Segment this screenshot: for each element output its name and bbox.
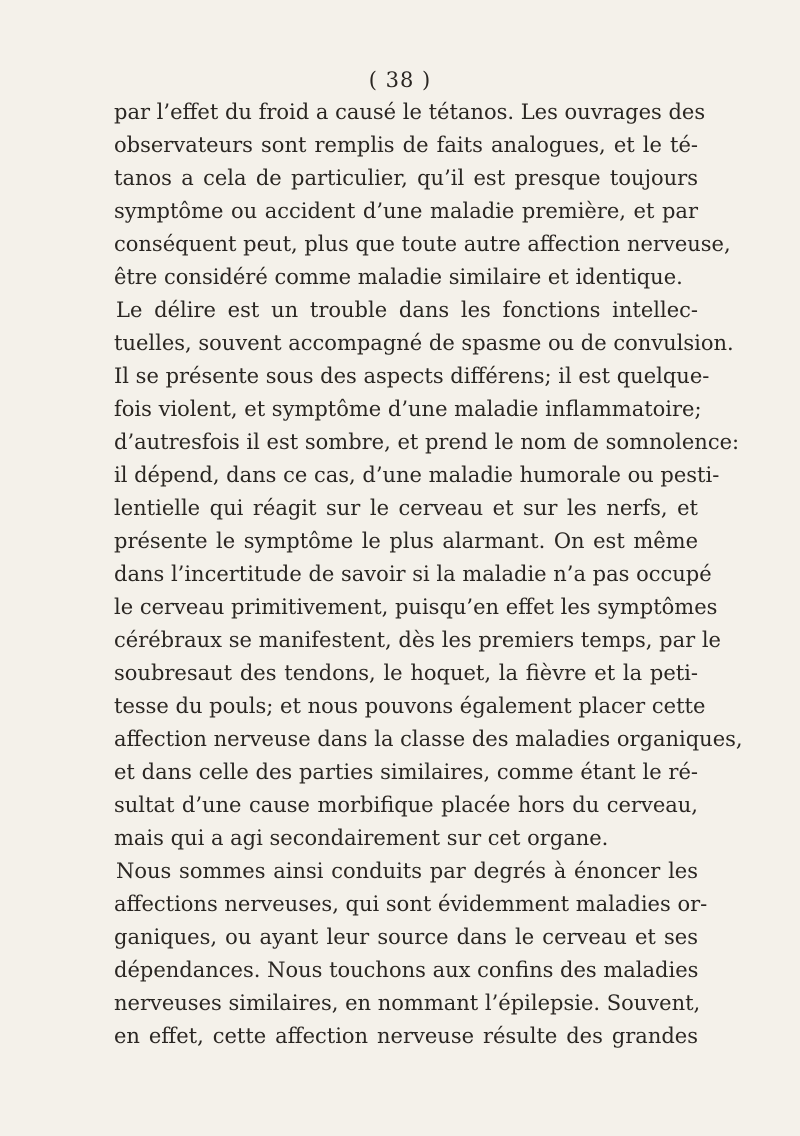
text-line: nerveuses similaires, en nommant l’épilepsie. Souvent, xyxy=(114,991,701,1015)
text-line: conséquent peut, plus que toute autre affection nerveuse, xyxy=(114,232,731,256)
text-line: Il se présente sous des aspects différens; il est quelque- xyxy=(114,364,710,388)
text-line: affections nerveuses, qui sont évidemment maladies or- xyxy=(114,892,708,916)
text-line: présente le symptôme le plus alarmant. On est même xyxy=(114,529,698,553)
text-line: mais qui a agi secondairement sur cet organe. xyxy=(114,826,609,850)
text-line: soubresaut des tendons, le hoquet, la fièvre et la peti- xyxy=(114,661,698,685)
text-line: tuelles, souvent accompagné de spasme ou de convulsion. xyxy=(114,331,734,355)
text-line: il dépend, dans ce cas, d’une maladie humorale ou pesti- xyxy=(114,463,720,487)
text-line: lentielle qui réagit sur le cerveau et sur les nerfs, et xyxy=(114,496,698,520)
text-line: d’autresfois il est sombre, et prend le nom de somnolence: xyxy=(114,430,740,454)
paragraph-start-line: Le délire est un trouble dans les fonctions intellec- xyxy=(116,298,698,322)
text-line: sultat d’une cause morbifique placée hors du cerveau, xyxy=(114,793,698,817)
text-line: être considéré comme maladie similaire et identique. xyxy=(114,265,683,289)
body-text xyxy=(114,96,743,1053)
text-line: tesse du pouls; et nous pouvons également placer cette xyxy=(114,694,706,718)
text-line: observateurs sont remplis de faits analogues, et le té- xyxy=(114,133,698,157)
text-line: affection nerveuse dans la classe des maladies organiques, xyxy=(114,727,743,751)
text-line: fois violent, et symptôme d’une maladie inflammatoire; xyxy=(114,397,702,421)
text-line: le cerveau primitivement, puisqu’en effet les symptômes xyxy=(114,595,718,619)
text-line: par l’effet du froid a causé le tétanos. Les ouvrages des xyxy=(114,100,706,124)
text-line: cérébraux se manifestent, dès les premiers temps, par le xyxy=(114,628,721,652)
text-line: tanos a cela de particulier, qu’il est presque toujours xyxy=(114,166,698,190)
text-line: dans l’incertitude de savoir si la maladie n’a pas occupé xyxy=(114,562,712,586)
paragraph-start-line: Nous sommes ainsi conduits par degrés à énoncer les xyxy=(116,859,698,883)
text-line: et dans celle des parties similaires, comme étant le ré- xyxy=(114,760,698,784)
page-number: ( 38 ) xyxy=(368,68,432,92)
text-line: dépendances. Nous touchons aux confins des maladies xyxy=(114,958,699,982)
text-line: symptôme ou accident d’une maladie première, et par xyxy=(114,199,698,223)
text-line: en effet, cette affection nerveuse résulte des grandes xyxy=(114,1024,698,1048)
text-line: ganiques, ou ayant leur source dans le cerveau et ses xyxy=(114,925,698,949)
